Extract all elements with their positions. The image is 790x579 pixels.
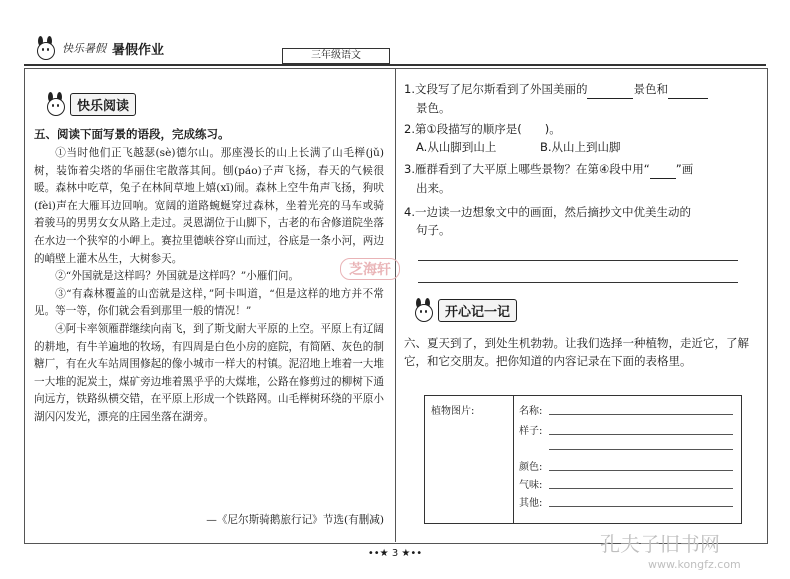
q4-text-a: 4.一边读一边想象文中的画面，然后摘抄文中优美生动的: [404, 205, 691, 219]
header-rule: [24, 64, 766, 66]
paragraph-3: ③“有森林覆盖的山峦就是这样，”阿卡叫道，“但是这样的地方并不常见。等一等，你们就会看到那里一般的情况！”: [34, 287, 384, 318]
answer-line-1[interactable]: [418, 260, 738, 261]
grade-label: 三年级语文: [282, 48, 390, 64]
mascot-icon: [44, 92, 66, 116]
other-label: 其他:: [519, 498, 543, 509]
mascot-icon: [412, 298, 434, 322]
sample-label: 样子:: [519, 426, 543, 437]
q2-option-b[interactable]: B.从山上到山脚: [539, 140, 621, 154]
watermark-url: www.kongfz.com: [648, 558, 741, 571]
section-banner-reading: [44, 92, 136, 116]
sample-field-1[interactable]: [549, 434, 733, 435]
mascot-icon: [34, 36, 56, 60]
page-number-value: 3: [391, 548, 399, 559]
brand-header: [34, 36, 164, 60]
q3-text-a: 3.雁群看到了大平原上哪些景物？在第④段中用“: [404, 162, 650, 176]
q2-text: 2.第①段描写的顺序是( )。: [404, 122, 561, 136]
q3-text-b: ”画: [675, 162, 694, 176]
q3-text-c: 出来。: [416, 181, 451, 195]
q1-blank-1[interactable]: [587, 80, 633, 99]
question-six: 六、夏天到了，到处生机勃勃。让我们选择一种植物，走近它，了解它，和它交朋友。把你知道的内容记录在下面的表格里。: [404, 336, 749, 368]
column-divider: [395, 68, 396, 542]
q1-text-a: 1.文段写了尼尔斯看到了外国美丽的: [404, 82, 588, 96]
paragraph-1: ①当时他们正飞越瑟(sè)德尔山。那座漫长的山上长满了山毛榉(jǔ)树，装饰着尖塔的华丽住宅散落其间。刨(páo)子声飞扬，春天的气候很暖。森林中吃草，兔子在林间草地上嬉(xī)闹。森林上空牛角声飞扬，狗吠(fèi)声在大雁耳边回响。宽阔的道路蜿蜒穿过森林，坐着光亮的马车或骑着骏马的男男女女从路上走过。灵恩湖位于山脚下，古老的布舍修道院坐落在水边一个狭窄的小岬上。赛拉里德峡谷穿山而过，谷底是一条小河，两边的峭壁上灌木丛生，大树参天。: [34, 147, 384, 265]
reading-passage: [34, 145, 384, 427]
q1-text-c: 景色。: [416, 101, 451, 115]
banner-label: 快乐阅读: [70, 93, 136, 116]
star-icon: ★••: [398, 548, 423, 559]
table-divider: [513, 396, 514, 523]
q3-blank[interactable]: [650, 160, 676, 179]
name-label: 名称:: [519, 406, 543, 417]
seal-stamp: 芝海轩: [340, 258, 400, 280]
question-five-heading: 五、阅读下面写景的语段，完成练习。: [34, 127, 230, 141]
name-field[interactable]: [549, 414, 733, 415]
answer-line-2[interactable]: [418, 282, 738, 283]
q1-blank-2[interactable]: [668, 80, 708, 99]
q1-text-b: 景色和: [633, 82, 668, 96]
banner-label: 开心记一记: [438, 299, 517, 322]
question-2: [404, 120, 754, 156]
question-4: [404, 203, 764, 239]
question-1: [404, 80, 754, 117]
smell-field[interactable]: [549, 488, 733, 489]
color-label: 颜色:: [519, 462, 543, 473]
sample-field-2[interactable]: [549, 449, 733, 450]
header-title: 暑假作业: [112, 42, 165, 58]
q2-option-a[interactable]: A.从山脚到山上: [416, 140, 497, 154]
q4-text-b: 句子。: [416, 223, 451, 237]
brand-logo: 快乐暑假: [62, 42, 106, 55]
watermark-text: 孔夫子旧书网: [600, 532, 720, 556]
passage-source: —《尼尔斯骑鹅旅行记》节选(有删减): [206, 514, 384, 526]
color-field[interactable]: [549, 470, 733, 471]
plant-record-table: [424, 395, 742, 524]
paragraph-2: ②“外国就是这样吗？外国就是这样吗？”小雁们问。: [55, 270, 300, 283]
plant-image-label: 植物图片:: [431, 406, 475, 417]
star-icon: ••★: [367, 548, 392, 559]
smell-label: 气味:: [519, 480, 543, 491]
question-3: [404, 160, 764, 197]
paragraph-4: ④阿卡率领雁群继续向南飞，到了斯戈耐大平原的上空。平原上有辽阔的耕地，有牛羊遍地的牧场，有四周是白色小房的庭院，有简陋、灰色的制糖厂，有在火车站周围修起的像小城市一样大的村镇。泥沼地上堆着一大堆一大堆的泥炭土，煤矿旁边堆着黑乎乎的大煤堆，公路在修剪过的柳树下通向远方，铁路纵横交错，在平原上形成一个铁路网。山毛榉树环绕的平原小湖闪闪发光，漂亮的庄园坐落在湖旁。: [34, 322, 384, 423]
section-banner-remember: [412, 298, 517, 322]
other-field[interactable]: [549, 506, 733, 507]
